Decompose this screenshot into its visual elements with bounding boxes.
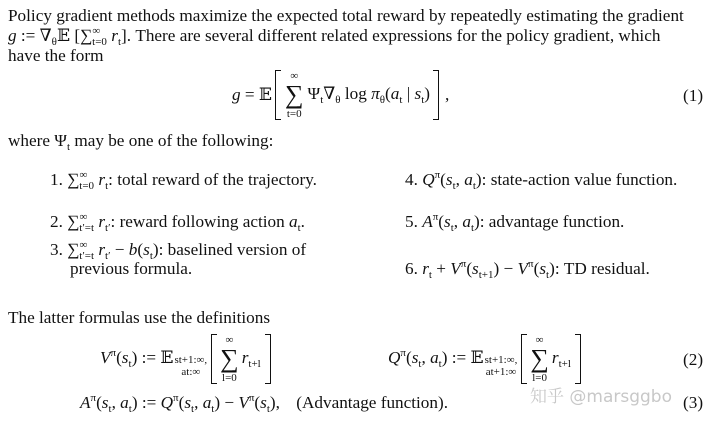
sum-symbol: ∞ ∑ l=0 bbox=[530, 334, 549, 384]
left-bracket bbox=[275, 70, 281, 120]
equation-1-number: (1) bbox=[683, 86, 704, 105]
equation-2-number: (2) bbox=[683, 350, 704, 369]
equation-3: $A^\pi(s_t$, $a_t$) := $Q^\pi(s_t$, $a_t) - V^\pi(s_t)$, (Advantage function). bbox=[80, 392, 449, 415]
equation-3-number: (3) bbox=[683, 393, 704, 412]
list-item-5: 5. $A^\pi(s_t$, $a_t$): advantage function. bbox=[405, 211, 625, 234]
list-item-3: 3. $\sum^\infty_{t'=t}$ $r_{t'} - b(s_t)$: baselined version of bbox=[50, 239, 307, 262]
list-item-2: 2. $\sum^\infty_{t'=t}$ $r_{t'}$: reward following action $a_t$. bbox=[50, 211, 305, 234]
equation-2-v: $V^\pi(s_t)$ := 𝔼 st+1:∞, at:∞ ∞ ∑ l=0 $r_{t+l}$ bbox=[100, 331, 271, 387]
list-item-1: 1. $\sum^\infty_{t=0}$ $r_t$: total reward of the trajectory. bbox=[50, 169, 317, 192]
right-bracket bbox=[433, 70, 439, 120]
list-item-6: 6. $r_t + V^\pi(s_{t+1}) - V^\pi(s_t)$: TD residual. bbox=[405, 258, 650, 281]
intro-line-1: Policy gradient methods maximize the expected total reward by repeatedly estimating the gradient bbox=[8, 6, 684, 25]
sum-symbol: ∞ ∑ t=0 bbox=[284, 70, 304, 120]
where-line: where $\Psi_t$ may be one of the following: bbox=[8, 131, 274, 153]
list-item-4: 4. $Q^\pi(s_t$, $a_t$): state-action value function. bbox=[405, 169, 678, 192]
equation-2-q: $Q^\pi(s_t$, $a_t$) := 𝔼 st+1:∞, at+1:∞ ∞ ∑ l=0 $r_{t+l}$ bbox=[388, 331, 581, 387]
intro-line-3: have the form bbox=[8, 46, 104, 65]
equation-1: g = 𝔼 ∞ ∑ t=0 $\Psi_t\nabla_\theta$ $\log \pi_\theta(a_t$ | $s_t$) , bbox=[232, 70, 450, 120]
list-item-3-cont: previous formula. bbox=[70, 259, 193, 278]
watermark: 知乎 @marsggbo bbox=[530, 387, 673, 407]
right-bracket bbox=[575, 334, 581, 384]
intro-line-2: g := $\nabla_\theta 𝔼$ [$\sum^\infty_{t=0}$ $r_t$]. There are several different related expressions for the policy gradient, which bbox=[8, 25, 661, 48]
right-bracket bbox=[265, 334, 271, 384]
latter-line: The latter formulas use the definitions bbox=[8, 308, 271, 327]
left-bracket bbox=[211, 334, 217, 384]
sum-symbol: ∞ ∑ l=0 bbox=[220, 334, 239, 384]
left-bracket bbox=[521, 334, 527, 384]
